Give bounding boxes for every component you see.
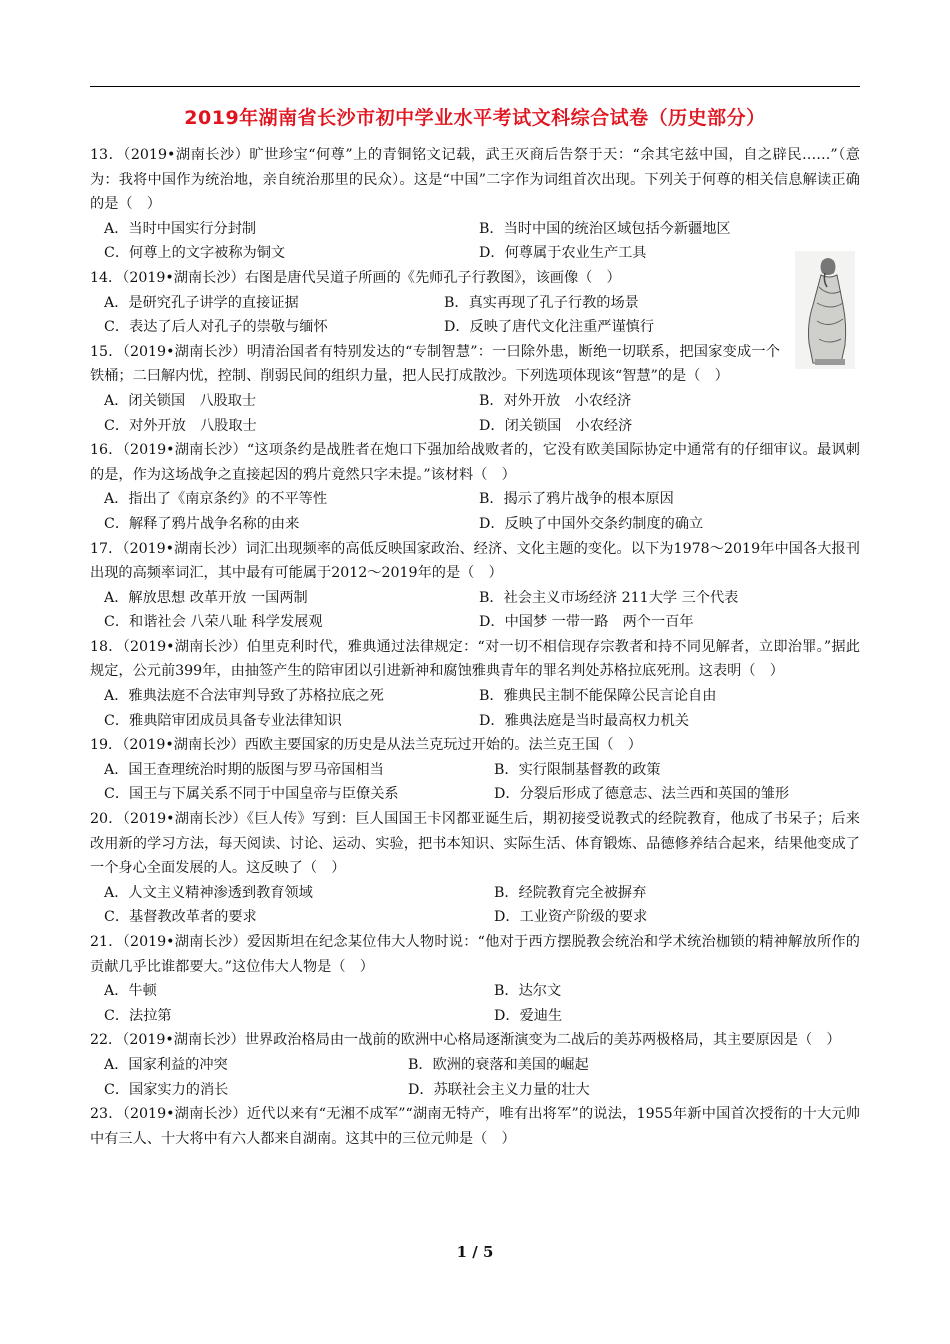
option-d: D．何尊属于农业生产工具 [479,245,647,262]
question-stem: 20．（2019•湖南长沙）《巨人传》写到：巨人国国王卡冈都亚诞生后，期初接受说教式的经院教育，他成了书呆子；后来改用新的学习方法，每天阅读、讨论、运动、实验，把书本知识、实际生活、体育锻炼、品德修养结合起来，结果他变成了一个身心全面发展的人。这反映了（ ） [90,811,860,877]
option-b: B．实行限制基督教的政策 [494,761,661,778]
option-c: C．雅典陪审团成员具备专业法律知识 [104,712,342,729]
option-a: A．国王查理统治时期的版图与罗马帝国相当 [104,761,384,778]
option-a: A．解放思想 改革开放 一国两制 [104,589,308,606]
option-c: C．国家实力的消长 [104,1081,229,1098]
option-b: B．达尔文 [494,983,562,1000]
question-stem: 17．（2019•湖南长沙）词汇出现频率的高低反映国家政治、经济、文化主题的变化。以下为1978～2019年中国各大报刊出现的高频率词汇，其中最有可能属于2012～2019年的是（ ） [90,540,860,582]
question-16 [90,438,860,536]
option-d: D．闭关锁国 小农经济 [479,417,633,434]
option-d: D．反映了中国外交条约制度的确立 [479,515,704,532]
option-b: B．经院教育完全被摒弃 [494,884,647,901]
question-14 [90,266,860,340]
option-c: C．和谐社会 八荣八耻 科学发展观 [104,614,323,631]
option-b: B．社会主义市场经济 211大学 三个代表 [479,589,739,606]
question-stem: 23．（2019•湖南长沙）近代以来有“无湘不成军”“湖南无特产，唯有出将军”的说法，1955年新中国首次授衔的十大元帅中有三人、十大将中有六人都来自湖南。这其中的三位元帅是（ ） [90,1106,860,1147]
option-d: D．中国梦 一带一路 两个一百年 [479,614,694,631]
option-a: A．当时中国实行分封制 [104,220,257,237]
option-a: A．人文主义精神渗透到教育领域 [104,884,313,901]
option-d: D．爱迪生 [494,1007,563,1024]
option-c: C．对外开放 八股取士 [104,417,257,434]
option-c: C．基督教改革者的要求 [104,909,257,926]
option-a: A．国家利益的冲突 [104,1056,228,1073]
option-b: B．真实再现了孔子行教的场景 [444,294,639,311]
question-22 [90,1028,860,1102]
option-b: B．欧洲的衰落和美国的崛起 [408,1056,589,1073]
question-20 [90,807,860,930]
page-number: 1 / 5 [456,1243,494,1261]
header-rule [90,86,860,87]
question-stem: 21．（2019•湖南长沙）爱因斯坦在纪念某位伟大人物时说：“他对于西方摆脱教会统治和学术统治枷锁的精神解放所作的贡献几乎比谁都要大。”这位伟大人物是（ ） [90,934,860,975]
question-stem: 14．（2019•湖南长沙）右图是唐代吴道子所画的《先师孔子行教图》，该画像（ ） [90,269,621,286]
option-c: C．解释了鸦片战争名称的由来 [104,515,300,532]
question-stem: 19．（2019•湖南长沙）西欧主要国家的历史是从法兰克玩过开始的。法兰克王国（ ） [90,737,642,754]
question-stem: 16．（2019•湖南长沙）“这项条约是战胜者在炮口下强加给战败者的，它没有欧美国际协定中通常有的仔细审议。最讽刺的是，作为这场战争之直接起因的鸦片竟然只字未提。”该材料（ ） [90,442,860,483]
page-title: 2019年湖南省长沙市初中学业水平考试文科综合试卷（历史部分） [184,107,766,129]
question-stem: 13．（2019•湖南长沙）旷世珍宝“何尊”上的青铜铭文记载，武王灭商后告祭于天：“余其宅兹中国，自之辟民……”（意为：我将中国作为统治地，亲自统治那里的民众）。这是“中国”二字作为词组首次出现。下列关于何尊的相关信息解读正确的是（ ） [90,147,860,213]
option-b: B．当时中国的统治区域包括今新疆地区 [479,220,731,237]
option-c: C．国王与下属关系不同于中国皇帝与臣僚关系 [104,786,399,803]
question-18 [90,635,860,733]
option-d: D．分裂后形成了德意志、法兰西和英国的雏形 [494,786,790,803]
question-list [90,143,860,1151]
option-b: B．对外开放 小农经济 [479,392,632,409]
option-d: D．反映了唐代文化注重严谨慎行 [444,319,655,336]
option-d: D．雅典法庭是当时最高权力机关 [479,712,690,729]
question-19 [90,733,860,807]
option-a: A．指出了《南京条约》的不平等性 [104,491,328,508]
option-c: C．表达了后人对孔子的崇敬与缅怀 [104,319,328,336]
option-b: B．雅典民主制不能保障公民言论自由 [479,688,717,705]
option-c: C．法拉第 [104,1007,172,1024]
option-c: C．何尊上的文字被称为铜文 [104,245,286,262]
question-13 [90,143,860,266]
question-stem: 22．（2019•湖南长沙）世界政治格局由一战前的欧洲中心格局逐渐演变为二战后的美苏两极格局，其主要原因是（ ） [90,1032,841,1049]
question-17 [90,537,860,635]
question-23 [90,1102,860,1151]
question-15 [90,340,860,438]
question-21 [90,930,860,1028]
option-b: B．揭示了鸦片战争的根本原因 [479,491,674,508]
option-a: A．是研究孔子讲学的直接证据 [104,294,299,311]
question-stem: 18．（2019•湖南长沙）伯里克利时代，雅典通过法律规定：“对一切不相信现存宗教者和持不同见解者，立即治罪。”据此规定，公元前399年，由抽签产生的陪审团以引进新神和腐蚀雅典青年的罪名判处苏格拉底死刑。这表明（ ） [90,638,860,680]
question-stem: 15．（2019•湖南长沙）明清治国者有特别发达的“专制智慧”：一曰除外患，断绝一切联系，把国家变成一个铁桶；二曰解内忧，控制、削弱民间的组织力量，把人民打成散沙。下列选项体现该“智慧”的是（ ） [90,343,780,385]
option-a: A．牛顿 [104,983,157,1000]
option-a: A．闭关锁国 八股取士 [104,392,257,409]
option-d: D．工业资产阶级的要求 [494,909,648,926]
option-a: A．雅典法庭不合法审判导致了苏格拉底之死 [104,688,384,705]
option-d: D．苏联社会主义力量的壮大 [408,1081,590,1098]
